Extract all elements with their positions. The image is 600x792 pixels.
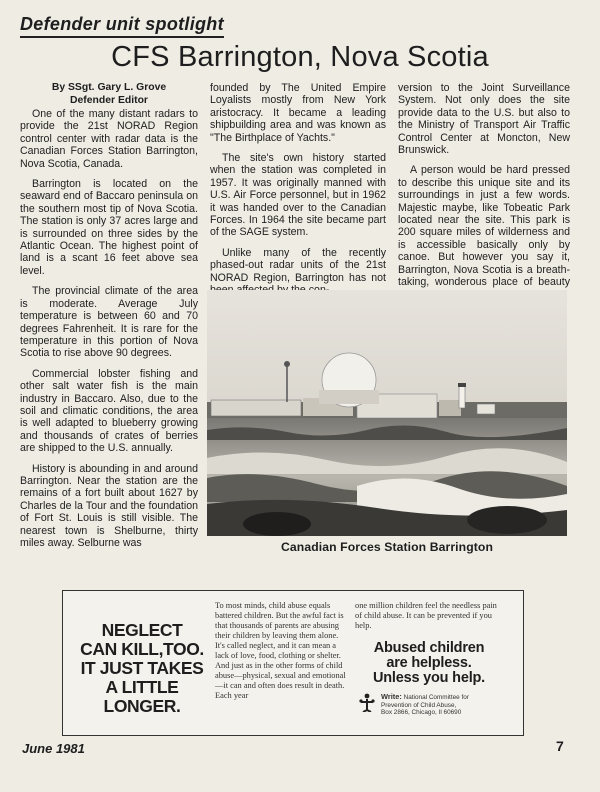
paragraph: A person would be hard pressed to describe this unique site and its surroundings in just a few words. Majestic maybe, like Tobeatic Park located near the site. This park is 200 square miles of wilderness and is accessible basically only by canoe. But however you say it, Barrington, Nova Scotia is a breath-taking, wonderous place of beauty bbox=[398, 164, 570, 289]
section-label: Defender unit spotlight bbox=[20, 14, 224, 38]
ad-tagline-line: Abused children bbox=[373, 640, 485, 656]
article-column-3 bbox=[398, 82, 570, 309]
ad-body-text: To most minds, child abuse equals battered children. But the awful fact is that thousands of parents are abusing their children by leaving them alone. It's called neglect, and it can mean a lack of love, food, clothing or shelter. And just as in the other forms of child abuse—physical, sexual and emotional—it can and often does result in death. Each year bbox=[215, 601, 346, 700]
ad-tagline-line: Unless you help. bbox=[372, 670, 486, 686]
family-logo-icon bbox=[357, 692, 377, 712]
article-column-1 bbox=[20, 82, 198, 557]
article-headline: CFS Barrington, Nova Scotia bbox=[111, 41, 489, 73]
ad-headline-line: NEGLECT bbox=[101, 620, 183, 640]
radar-station-photo bbox=[207, 290, 567, 536]
paragraph: The provincial climate of the area is moderate. Average July temperature is between 60 and 70 degrees Fahrenheit. It is rare for the temperature in this portion of Nova Scotia to rise above 90 degrees. bbox=[20, 285, 198, 360]
paragraph: The site's own history started when the station was completed in 1957. It was originally manned with U.S. Air Force personnel, but in 1962 it was handed over to the Canadian Forces. In 1964 the site became part of the SAGE system. bbox=[210, 152, 386, 239]
page-number: 7 bbox=[556, 738, 564, 754]
ad-headline bbox=[73, 621, 211, 716]
paragraph: Unlike many of the recently phased-out radar units of the 21st NORAD Region, Barrington has not bbox=[210, 246, 386, 284]
byline-role: Defender Editor bbox=[70, 95, 148, 106]
ad-org-line: National Committee for bbox=[403, 694, 469, 701]
child-abuse-psa-ad bbox=[62, 590, 524, 736]
issue-date: June 1981 bbox=[22, 741, 85, 756]
ad-headline-line: CAN KILL,TOO. bbox=[80, 639, 204, 659]
radar-station-photo-illustration bbox=[207, 290, 567, 536]
ad-write-label: Write: bbox=[381, 692, 402, 701]
ad-org-line: Box 2866, Chicago, Il 60690 bbox=[381, 709, 462, 717]
ad-headline-line: IT JUST TAKES bbox=[80, 658, 204, 678]
ad-body-text-continued: one million children feel the needless pain of child abuse. It can be prevented if you help. bbox=[355, 601, 497, 630]
ad-headline-line: LONGER. bbox=[103, 696, 181, 716]
paragraph: History is abounding in and around Barrington. Near the station are the remains of a fort built about 1627 by Charles de la Tour and the foundation of Fort St. Louis is still visible. The nearest town is Shelburne, thirty miles away. Selburne was bbox=[20, 462, 198, 549]
ad-org-line: Prevention of Child Abuse, bbox=[381, 701, 457, 709]
paragraph: founded by The United Empire Loyalists mostly from New York aristocracy. It became a leading shipbuilding area and was known as "The Birthplace of Yachts." bbox=[210, 82, 386, 144]
paragraph: Barrington is located on the seaward end of Baccaro peninsula on the southern most tip of Nova Scotia. The station is only 37 acres large and is surrounded on three sides by the Atlantic Ocean. The highest point of land is a scant 16 feet above sea level. bbox=[20, 178, 198, 277]
paragraph: Commercial lobster fishing and other salt water fish is the main industry in Baccaro. Also, due to the soil and climatic conditions, the area is well adapted to blueberry growing and thousands of crates of berries are shipped to the U.S. annually. bbox=[20, 367, 198, 455]
ad-tagline-line: are helpless. bbox=[386, 655, 472, 671]
ad-contact-address bbox=[381, 693, 511, 717]
ad-headline-line: A LITTLE bbox=[105, 677, 179, 697]
ad-tagline bbox=[359, 641, 499, 686]
paragraph: version to the Joint Surveillance System. Not only does the site provide data to the U.S. but also to the Ministry of Transport Air Traffic Control Center at Moncton, New Brunswick. bbox=[398, 82, 570, 157]
article-column-2 bbox=[210, 82, 386, 305]
photo-caption: Canadian Forces Station Barrington bbox=[281, 540, 493, 554]
paragraph: One of the many distant radars to provide the 21st NORAD Region control center with radar data is the Canadian Forces Station Barrington, Nova Scotia, Canada. bbox=[20, 108, 198, 170]
byline-author: By SSgt. Gary L. Grove bbox=[51, 82, 167, 93]
